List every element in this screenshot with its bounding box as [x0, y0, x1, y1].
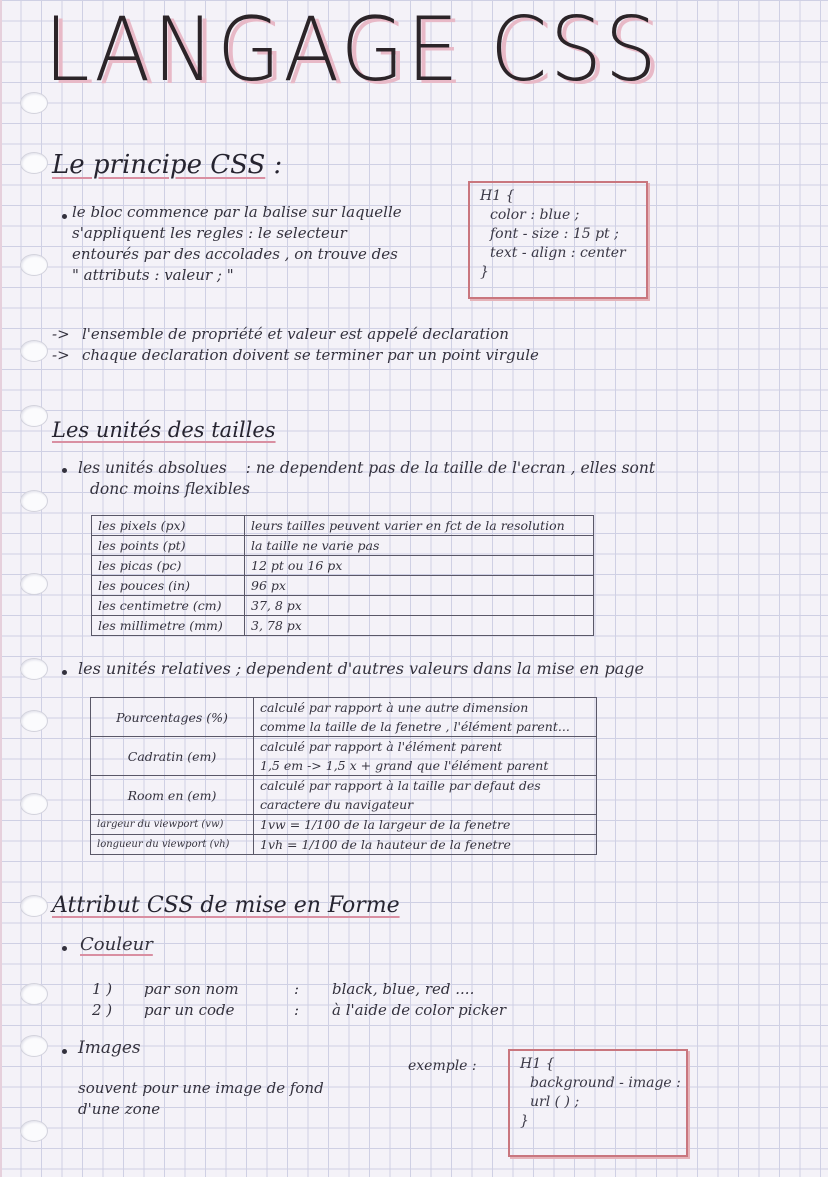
couleur-label	[80, 934, 153, 955]
margin-line	[0, 0, 2, 1177]
code-line: font - size : 15 pt ;	[490, 226, 619, 242]
principe-paragraph	[72, 202, 402, 286]
paragraph-line: entourés par des accolades , on trouve des	[72, 245, 398, 263]
table-cell: longueur du viewport (vh)	[91, 835, 254, 855]
table-cell: Cadratin (em)	[91, 737, 254, 776]
binder-hole	[20, 340, 48, 362]
binder-hole	[20, 254, 48, 276]
binder-hole	[20, 983, 48, 1005]
section-heading-forme	[52, 893, 400, 918]
table-cell: la taille ne varie pas	[245, 536, 594, 556]
binder-hole	[20, 1035, 48, 1057]
code-example-box	[468, 181, 648, 299]
binder-hole	[20, 490, 48, 512]
table-cell: 37, 8 px	[245, 596, 594, 616]
section-heading-principe	[52, 150, 282, 180]
arrow-notes	[52, 324, 539, 366]
table-cell: 1vw = 1/100 de la largeur de la fenetre	[254, 815, 597, 835]
item-number: 2 )	[92, 1001, 113, 1019]
relative-units-text: les unités relatives ; dependent d'autres valeurs dans la mise en page	[78, 659, 644, 678]
relative-units-table	[90, 697, 597, 855]
table-cell: les pixels (px)	[92, 516, 245, 536]
bullet	[62, 670, 67, 675]
section-heading-text: Attribut CSS de mise en Forme	[52, 893, 400, 918]
item-text: par un code	[144, 1001, 235, 1019]
table-cell	[254, 698, 597, 737]
bullet	[62, 946, 67, 951]
table-row	[92, 556, 594, 576]
cell-line: calculé par rapport à une autre dimension	[260, 700, 529, 715]
table-cell: 96 px	[245, 576, 594, 596]
cell-line: caractere du navigateur	[260, 797, 414, 812]
color-methods	[92, 979, 506, 1021]
absolute-units-table	[91, 515, 594, 636]
binder-hole	[20, 710, 48, 732]
list-item	[92, 1000, 506, 1021]
table-row	[92, 616, 594, 636]
paragraph-line: s'appliquent les regles : le selecteur	[72, 224, 347, 242]
code-line: }	[480, 264, 489, 280]
section-heading-text: Les unités des tailles	[52, 418, 276, 442]
images-label: Images	[78, 1038, 141, 1058]
paragraph-line: " attributs : valeur ; "	[72, 266, 234, 284]
table-cell: 12 pt ou 16 px	[245, 556, 594, 576]
table-row	[92, 596, 594, 616]
absolute-units-desc-2: donc moins flexibles	[90, 480, 250, 498]
table-cell	[254, 737, 597, 776]
table-row	[92, 536, 594, 556]
list-item	[92, 979, 506, 1000]
paragraph-line: le bloc commence par la balise sur laquelle	[72, 203, 402, 221]
binder-hole	[20, 152, 48, 174]
table-cell	[254, 776, 597, 815]
code-line: }	[520, 1113, 529, 1129]
code-example-box-2	[508, 1049, 688, 1157]
table-row	[91, 698, 597, 737]
binder-hole	[20, 895, 48, 917]
table-row	[91, 835, 597, 855]
arrow-note-text: l'ensemble de propriété et valeur est appelé declaration	[82, 325, 509, 343]
code-line: text - align : center	[490, 245, 626, 261]
table-row	[91, 737, 597, 776]
table-cell: les pouces (in)	[92, 576, 245, 596]
cell-line: 1,5 em -> 1,5 x + grand que l'élément parent	[260, 758, 549, 773]
code-line: url ( ) ;	[530, 1094, 580, 1110]
table-cell: Room en (em)	[91, 776, 254, 815]
binder-hole	[20, 793, 48, 815]
table-cell: leurs tailles peuvent varier en fct de la resolution	[245, 516, 594, 536]
table-row	[91, 815, 597, 835]
images-description	[78, 1078, 324, 1120]
table-cell: 3, 78 px	[245, 616, 594, 636]
item-colon: :	[294, 1001, 300, 1019]
code-line: background - image :	[530, 1075, 681, 1091]
item-example: à l'aide de color picker	[332, 1001, 507, 1019]
item-text: par son nom	[144, 980, 239, 998]
bullet	[62, 1049, 67, 1054]
table-cell: largeur du viewport (vw)	[91, 815, 254, 835]
heading-colon: :	[273, 150, 283, 180]
code-line: H1 {	[480, 188, 515, 204]
table-row	[92, 576, 594, 596]
cell-line: comme la taille de la fenetre , l'élément parent...	[260, 719, 570, 734]
binder-hole	[20, 1120, 48, 1142]
binder-hole	[20, 658, 48, 680]
table-cell: les picas (pc)	[92, 556, 245, 576]
bullet	[62, 468, 67, 473]
page-title: LANGAGE CSS	[44, 0, 660, 101]
exemple-label: exemple :	[408, 1058, 477, 1074]
cell-line: calculé par rapport à la taille par defaut des	[260, 778, 541, 793]
arrow-icon: ->	[52, 346, 70, 364]
section-heading-unites	[52, 418, 276, 442]
absolute-units-text	[78, 458, 655, 500]
table-row	[92, 516, 594, 536]
cell-line: calculé par rapport à l'élément parent	[260, 739, 503, 754]
absolute-units-label: les unités absolues	[78, 459, 227, 477]
item-example: black, blue, red ....	[332, 980, 475, 998]
description-line: d'une zone	[78, 1100, 161, 1118]
absolute-units-desc: : ne dependent pas de la taille de l'ecran , elles sont	[245, 459, 656, 477]
section-heading-text: Le principe CSS	[52, 150, 266, 180]
description-line: souvent pour une image de fond	[78, 1079, 324, 1097]
table-cell: les millimetre (mm)	[92, 616, 245, 636]
couleur-text: Couleur	[80, 934, 153, 955]
arrow-note	[52, 345, 539, 366]
code-line: color : blue ;	[490, 207, 580, 223]
table-row	[91, 776, 597, 815]
arrow-note	[52, 324, 539, 345]
binder-hole	[20, 405, 48, 427]
table-cell: Pourcentages (%)	[91, 698, 254, 737]
item-colon: :	[294, 980, 300, 998]
table-cell: les points (pt)	[92, 536, 245, 556]
arrow-note-text: chaque declaration doivent se terminer par un point virgule	[82, 346, 539, 364]
arrow-icon: ->	[52, 325, 70, 343]
bullet	[62, 214, 67, 219]
binder-hole	[20, 573, 48, 595]
table-cell: 1vh = 1/100 de la hauteur de la fenetre	[254, 835, 597, 855]
code-line: H1 {	[520, 1056, 555, 1072]
table-cell: les centimetre (cm)	[92, 596, 245, 616]
item-number: 1 )	[92, 980, 113, 998]
